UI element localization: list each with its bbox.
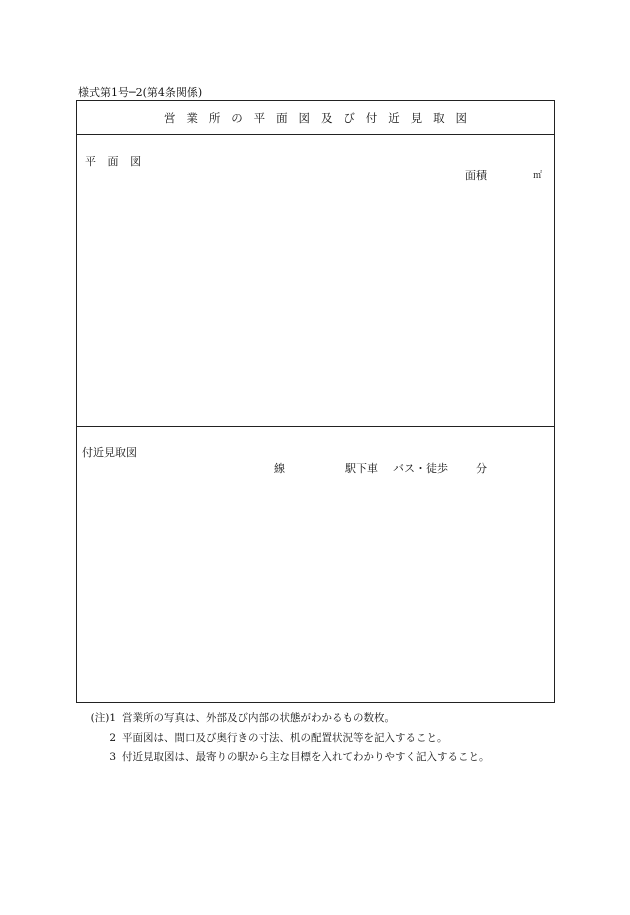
note-item xyxy=(88,729,490,749)
area-label: 面積 xyxy=(465,169,487,182)
railway-line-label: 線 xyxy=(274,462,285,475)
note-prefix: 3 xyxy=(109,751,116,763)
note-item xyxy=(88,748,490,768)
minutes-label: 分 xyxy=(476,462,487,475)
form-box xyxy=(76,100,555,703)
form-title: 営業所の平面図及び付近見取図 xyxy=(163,111,478,125)
note-item xyxy=(88,709,490,729)
station-label: 駅下車 xyxy=(345,462,378,475)
note-text: 平面図は、間口及び奥行きの寸法、机の配置状況等を記入すること。 xyxy=(122,731,448,744)
form-number: 様式第1号─2(第4条関係) xyxy=(78,86,203,99)
note-text: 営業所の写真は、外部及び内部の状態がわかるもの数枚。 xyxy=(122,712,395,724)
floor-plan-section xyxy=(77,135,554,427)
note-prefix: 2 xyxy=(109,731,116,744)
floor-plan-label: 平面図 xyxy=(85,155,153,168)
note-text: 付近見取図は、最寄りの駅から主な目標を入れてわかりやすく記入すること。 xyxy=(122,751,490,763)
transport-label: バス・徒歩 xyxy=(393,462,448,475)
form-title-row xyxy=(77,101,554,135)
notes xyxy=(88,709,490,768)
note-prefix: (注)1 xyxy=(90,712,116,724)
nearby-map-section xyxy=(77,427,554,703)
area-unit: ㎡ xyxy=(533,171,543,181)
nearby-map-label: 付近見取図 xyxy=(82,446,137,459)
